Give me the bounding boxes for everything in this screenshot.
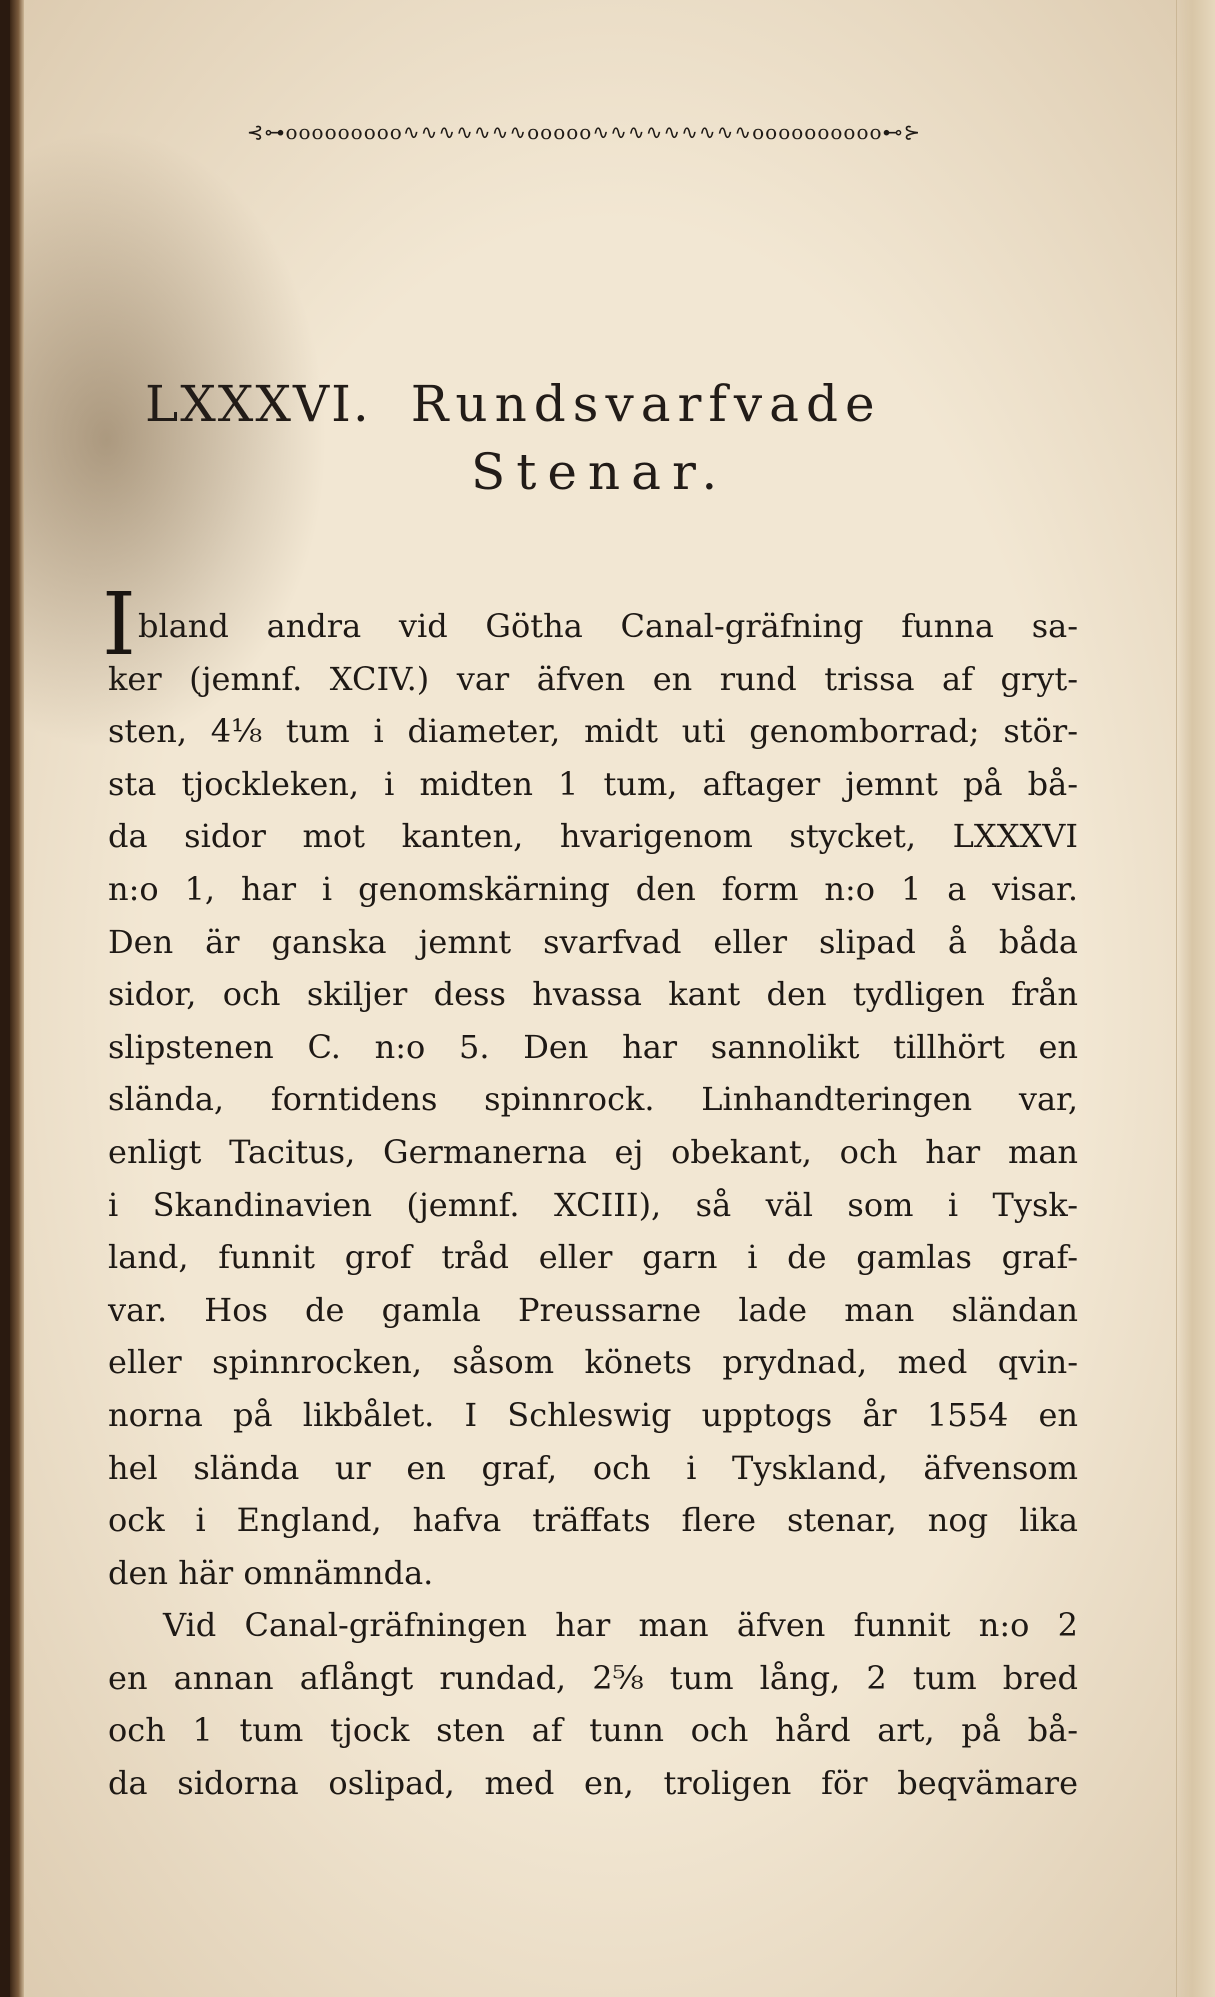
section-heading	[145, 375, 1045, 501]
text-line: sta tjockleken, i midten 1 tum, aftager jemnt på bå-	[108, 764, 1078, 803]
text-line: en annan aflångt rundad, 2⅝ tum lång, 2 tum bred	[108, 1658, 1078, 1697]
text-line: n:o 1, har i genomskärning den form n:o 1 a visar.	[108, 869, 1078, 908]
section-title-part-2: Stenar.	[471, 443, 729, 501]
text-line: ker (jemnf. XCIV.) var äfven en rund trissa af gryt-	[108, 659, 1078, 698]
text-line: sten, 4⅛ tum i diameter, midt uti genomborrad; stör-	[108, 712, 1078, 751]
book-page	[10, 0, 1215, 1997]
drop-cap: I	[102, 575, 136, 675]
text-line: Den är ganska jemnt svarfvad eller slipad å båda	[108, 922, 1078, 961]
text-line: norna på likbålet. I Schleswig upptogs år 1554 en	[108, 1395, 1078, 1434]
text-line: da sidor mot kanten, hvarigenom stycket, LXXXVI	[108, 817, 1078, 856]
page-spine-shadow	[10, 0, 24, 1997]
text-line: Vid Canal-gräfningen har man äfven funnit n:o 2	[163, 1606, 1078, 1645]
text-line: land, funnit grof tråd eller garn i de gamlas graf-	[108, 1238, 1078, 1277]
text-line: sidor, och skiljer dess hvassa kant den tydligen från	[108, 975, 1078, 1014]
decorative-border-ornament: ⊰⊶ooooooooo∿∿∿∿∿∿∿ooooo∿∿∿∿∿∿∿∿∿oooooooooo⊷⊱	[246, 120, 922, 144]
paragraph-2	[108, 1599, 1078, 1809]
text-line: eller spinnrocken, såsom könets prydnad, med qvin-	[108, 1343, 1078, 1382]
heading-line-1	[145, 375, 1045, 433]
section-title-part-1: Rundsvarfvade	[410, 375, 882, 433]
body-text	[102, 575, 1078, 1810]
text-line: i Skandinavien (jemnf. XCIII), så väl som i Tysk-	[108, 1185, 1078, 1224]
text-line: den här omnämnda.	[108, 1553, 434, 1592]
paragraph-1	[102, 575, 1078, 1599]
text-line: slipstenen C. n:o 5. Den har sannolikt tillhört en	[108, 1027, 1078, 1066]
text-line: slända, forntidens spinnrock. Linhandteringen var,	[108, 1080, 1078, 1119]
text-line: enligt Tacitus, Germanerna ej obekant, och har man	[108, 1132, 1078, 1171]
text-line: var. Hos de gamla Preussarne lade man sländan	[108, 1290, 1078, 1329]
text-line: hel slända ur en graf, och i Tyskland, äfvensom	[108, 1448, 1078, 1487]
text-line: ock i England, hafva träffats flere stenar, nog lika	[108, 1501, 1078, 1540]
text-line: och 1 tum tjock sten af tunn och hård art, på bå-	[108, 1711, 1078, 1750]
text-line: bland andra vid Götha Canal-gräfning funna sa-	[138, 607, 1078, 645]
section-number: LXXXVI.	[145, 375, 371, 433]
page-right-edge	[1176, 0, 1215, 1997]
text-line: da sidorna oslipad, med en, troligen för beqvämare	[108, 1764, 1078, 1803]
